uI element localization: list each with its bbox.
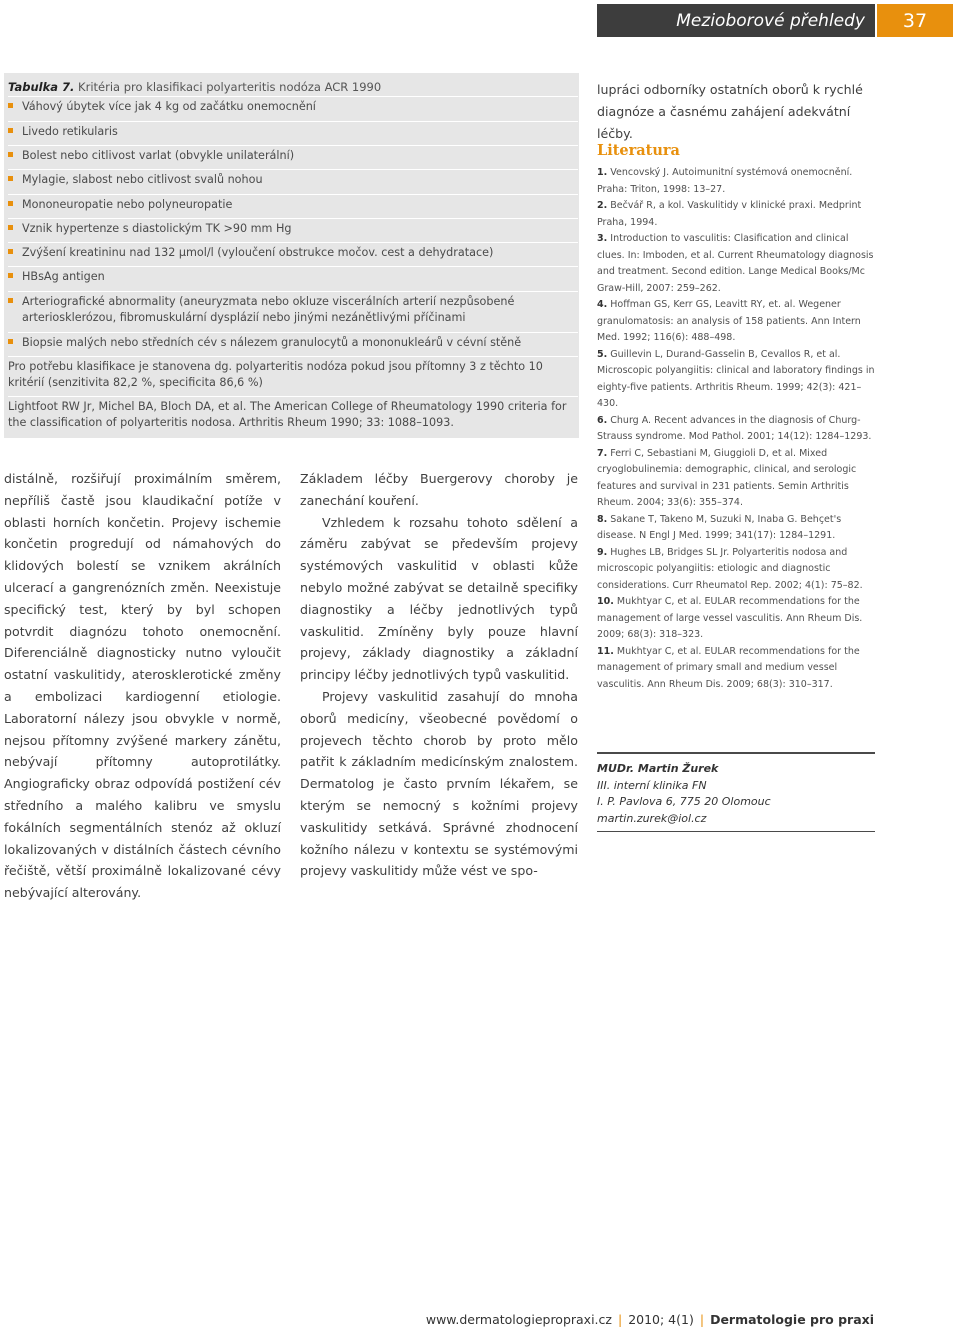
reference-item: 5. Guillevin L, Durand-Gasselin B, Cevallos R, et al. Microscopic polyangiitis: clinical and laboratory findings in eighty-five patients. Arthritis Rheum. 1999; 42(3): 421–430. xyxy=(597,348,875,409)
reference-item: 4. Hoffman GS, Kerr GS, Leavitt RY, et. al. Wegener granulomatosis: an analysis of 158 patients. Ann Intern Med. 1992; 116(6): 488–498. xyxy=(597,299,861,343)
criterion-item: Bolest nebo citlivost varlat (obvykle unilaterální) xyxy=(8,145,578,164)
author-address: I. P. Pavlova 6, 775 20 Olomouc xyxy=(597,795,771,808)
paragraph: Vzhledem k rozsahu tohoto sdělení a záměru zabývat se především projevy systémových vaskulitid v oblasti kůže nebylo možné zabývat se detailně specifiky diagnostiky a léčby jednotlivých typů vaskulitid. Zmíněny byly pouze hlavní projevy, základy diagnostiky a základní principy léčby jednotlivých typů vaskulitid. xyxy=(300,514,578,683)
criterion-item: Biopsie malých nebo středních cév s nálezem granulocytů a mononukleárů v cévní stěně xyxy=(8,332,578,351)
bullet-icon xyxy=(8,201,13,206)
reference-item: 1. Vencovský J. Autoimunitní systémová onemocnění. Praha: Triton, 1998: 13–27. xyxy=(597,167,853,195)
paragraph: Základem léčby Buergerovy choroby je zanechání kouření. xyxy=(300,471,578,508)
bullet-icon xyxy=(8,249,13,254)
footer-separator: | xyxy=(617,1312,623,1327)
page-number: 37 xyxy=(877,4,953,37)
footer-website[interactable]: www.dermatologiepropraxi.cz xyxy=(425,1312,612,1327)
paragraph: distálně, rozšiřují proximálním směrem, nepříliš častě jsou klaudikační potíže v oblasti horních končetin. Projevy ischemie končetin progredují od námahových do klidových bolestí se vznikem akrálních ulcerací a gangrenózních změn. Neexistuje specifický test, který by byl schopen potvrdit diagnózu tohoto onemocnění. Diferenciálně diagnosticky nutno vyloučit ostatní vaskulitidy, aterosklerotické změny a embolizaci kardiogenní etiologie. Laboratorní nálezy jsou obvykle v normě, nejsou přítomny zvýšené markery zánětu, nebývají přítomny autoprotilátky. Angiograficky obraz odpovídá postižení cév středního a malého kalibru ve smyslu fokálních segmentálních stenóz až okluzí lokalizovaných v distálních částech cévního řečiště, větší proximálně lokalizované cévy nebývající alterovány. xyxy=(4,471,281,901)
reference-item: 10. Mukhtyar C, et al. EULAR recommendations for the management of large vessel vasculitis. Ann Rheum Dis. 2009; 68(3): 318–323. xyxy=(597,596,863,640)
author-contact xyxy=(597,752,875,832)
body-column-1 xyxy=(4,468,281,904)
bullet-icon xyxy=(8,339,13,344)
page-footer xyxy=(426,1312,874,1327)
table-title xyxy=(8,79,578,95)
paragraph: Projevy vaskulitid zasahují do mnoha oborů medicíny, všeobecné povědomí o projevech těchto chorob by proto mělo patřit k základním medicínským znalostem. Dermatolog je často prvním lékařem, se kterým se nemocný s kožními projevy vaskulitidy setkává. Správné zhodnocení kožního nálezu v kontextu se systémovými projevy vaskulitidy může vést ve spo- xyxy=(300,688,578,879)
reference-item: 2. Bečvář R, a kol. Vaskulitidy v klinické praxi. Medprint Praha, 1994. xyxy=(597,200,862,228)
author-name: MUDr. Martin Žurek xyxy=(597,762,719,775)
criterion-item: Zvýšení kreatininu nad 132 µmol/l (vyloučení obstrukce močov. cest a dehydratace) xyxy=(8,242,578,261)
reference-item: 7. Ferri C, Sebastiani M, Giuggioli D, et al. Mixed cryoglobulinemia: demographic, clinical, and serologic features and survival in 231 patients. Semin Arthritis Rheum. 2004; 33(6): 355–374. xyxy=(597,447,857,508)
criterion-item: Mylagie, slabost nebo citlivost svalů nohou xyxy=(8,169,578,188)
column-3-intro: lupráci odborníky ostatních oborů k rychlé diagnóze a časnému zahájení adekvátní léčby. xyxy=(597,82,863,141)
bullet-icon xyxy=(8,273,13,278)
reference-item: 8. Sakane T, Takeno M, Suzuki N, Inaba G. Behçet's disease. N Engl J Med. 1999; 341(17): 1284–1291. xyxy=(597,513,842,541)
reference-item: 11. Mukhtyar C, et al. EULAR recommendations for the management of primary small and medium vessel vasculitis. Ann Rheum Dis. 2009; 68(3): 310–317. xyxy=(597,645,860,690)
table-title-text: Kritéria pro klasifikaci polyarteritis nodóza ACR 1990 xyxy=(78,80,382,94)
literature-heading: Literatura xyxy=(597,142,680,159)
bullet-icon xyxy=(8,225,13,230)
criterion-item: Livedo retikularis xyxy=(8,121,578,140)
bullet-icon xyxy=(8,176,13,181)
footer-issue: 2010; 4(1) xyxy=(628,1312,694,1327)
author-email[interactable]: martin.zurek@iol.cz xyxy=(597,811,707,825)
reference-item: 6. Churg A. Recent advances in the diagnosis of Churg-Strauss syndrome. Mod Pathol. 2001; 14(12): 1284–1293. xyxy=(597,414,872,442)
bullet-icon xyxy=(8,298,13,303)
bullet-icon xyxy=(8,103,13,108)
bullet-icon xyxy=(8,128,13,133)
footer-separator: | xyxy=(699,1312,705,1327)
criterion-item: Mononeuropatie nebo polyneuropatie xyxy=(8,194,578,213)
reference-list xyxy=(597,165,877,693)
section-title-text: Mezioborové přehledy xyxy=(676,10,865,31)
reference-item: 9. Hughes LB, Bridges SL Jr. Polyarteritis nodosa and microscopic polyangiitis: etiologic and diagnostic considerations. Curr Rheumatol Rep. 2002; 4(1): 75–82. xyxy=(597,546,863,591)
criterion-item: HBsAg antigen xyxy=(8,266,578,285)
criterion-item: Váhový úbytek více jak 4 kg od začátku onemocnění xyxy=(8,96,578,115)
section-title xyxy=(597,4,875,37)
criterion-item: Arteriografické abnormality (aneuryzmata nebo okluze viscerálních arterií nezpůsobené arteriosklerózou, fibromuskulární dysplázií nebo jinými nezánětlivými příčinami xyxy=(8,291,578,326)
table-label: Tabulka 7. xyxy=(8,80,75,94)
author-department: III. interní klinika FN xyxy=(597,778,707,792)
criterion-item: Vznik hypertenze s diastolickým TK >90 mm Hg xyxy=(8,218,578,237)
body-column-2 xyxy=(300,468,578,882)
footer-journal: Dermatologie pro praxi xyxy=(710,1312,874,1327)
table-source: Lightfoot RW Jr, Michel BA, Bloch DA, et al. The American College of Rheumatology 1990 criteria for the classification of polyarteritis nodosa. Arthritis Rheum 1990; 33: 1088–1093. xyxy=(8,396,578,431)
table-note: Pro potřebu klasifikace je stanovena dg. polyarteritis nodóza pokud jsou přítomny 3 z těchto 10 kritérií (senzitivita 82,2 %, specificita 86,6 %) xyxy=(8,356,578,391)
reference-item: 3. Introduction to vasculitis: Clasification and clinical clues. In: Imboden, et al. Current Rheumatology diagnosis and treatment. Second edition. Lange Medical Books/Mc Graw-Hill, 2007: 259–262. xyxy=(597,233,874,294)
bullet-icon xyxy=(8,152,13,157)
